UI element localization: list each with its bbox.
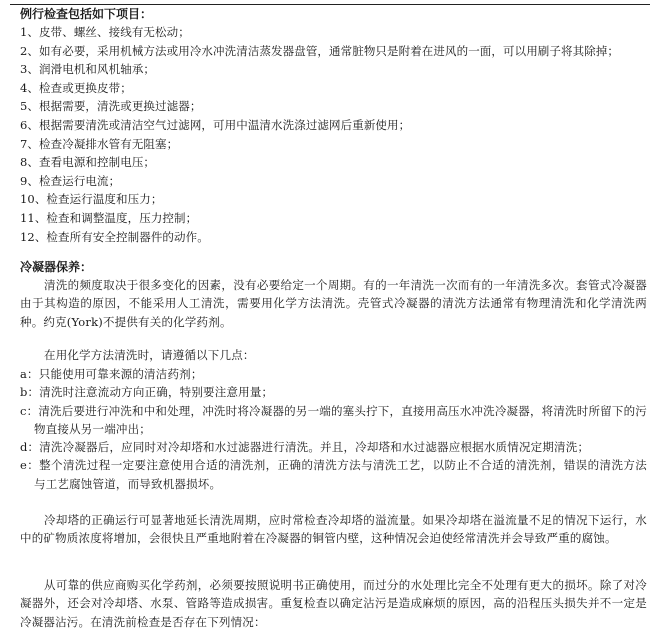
list-item: 2、如有必要，采用机械方法或用冷水冲洗清洁蒸发器盘管，通常脏物只是附着在进风的一面，可以用刷子将其除掉； bbox=[20, 43, 620, 58]
routine-inspection-heading: 例行检查包括如下项目： bbox=[20, 7, 153, 21]
list-item: d：清洗冷凝器后，应同时对冷却塔和水过滤器进行清洗。并且，冷却塔和水过滤器应根据水质情况定期清洗； bbox=[20, 440, 590, 455]
list-item: 8、查看电源和控制电压； bbox=[20, 155, 156, 170]
list-item: e：整个清洗过程一定要注意使用合适的清洗剂，正确的清洗方法与清洗工艺，以防止不合适的清洗剂，错误的清洗方法与工艺腐蚀管道，而导致机器损坏。 bbox=[20, 458, 647, 491]
list-item: c：清洗后要进行冲洗和中和处理，冲洗时将冷凝器的另一端的塞头拧下，直接用高压水冲洗冷凝器，将清洗时所留下的污物直接从另一端冲出； bbox=[20, 403, 647, 436]
list-item: 12、检查所有安全控制器件的动作。 bbox=[20, 229, 209, 244]
list-item: 9、检查运行电流； bbox=[20, 173, 121, 188]
list-item: 6、根据需要清洗或清洁空气过滤网，可用中温清水洗涤过滤网后重新使用； bbox=[20, 117, 411, 132]
cooling-tower-paragraph: 冷却塔的正确运行可显著地延长清洗周期，应时常检查冷却塔的溢流量。如果冷却塔在溢流量不足的情况下运行，水中的矿物质浓度将增加，会很快且严重地附着在冷凝器的铜管内壁，这种情况会迫使经常清洗并会导致严重的腐蚀。 bbox=[20, 513, 647, 546]
list-item: 4、检查或更换皮带； bbox=[20, 80, 132, 95]
list-item: 11、检查和调整温度，压力控制； bbox=[20, 210, 198, 225]
list-item: a：只能使用可靠来源的清洁药剂； bbox=[20, 367, 203, 381]
list-item: 10、检查运行温度和压力； bbox=[20, 192, 163, 207]
chemical-cleaning-intro: 在用化学方法清洗时，请遵循以下几点： bbox=[44, 348, 255, 362]
list-item: 3、润滑电机和风机轴承； bbox=[20, 62, 156, 77]
list-item: 1、皮带、螺丝、接线有无松动； bbox=[20, 25, 190, 39]
cleaning-frequency-paragraph: 清洗的频度取决于很多变化的因素，没有必要给定一个周期。有的一年清洗一次而有的一年清洗多次。套管式冷凝器由于其构造的原因，不能采用人工清洗，需要用化学方法清洗。壳管式冷凝器的清洗方法通常有物理清洗和化学清洗两种。约克(York)不提供有关的化学药剂。 bbox=[20, 278, 647, 329]
list-item: 5、根据需要，清洗或更换过滤器； bbox=[20, 99, 202, 114]
top-divider bbox=[10, 4, 650, 5]
chemical-cleaning-rules-list bbox=[20, 365, 647, 493]
list-item: 7、检查冷凝排水管有无阻塞； bbox=[20, 136, 179, 151]
condenser-maintenance-heading: 冷凝器保养： bbox=[20, 260, 93, 274]
chemical-supplier-paragraph: 从可靠的供应商购买化学药剂，必须要按照说明书正确使用，而过分的水处理比完全不处理有更大的损坏。除了对冷凝器外，还会对冷却塔、水泵、管路等造成损害。重复检查以确定沾污是造成麻烦的原因，高的沿程压头损失并不一定是冷凝器沾污。在清洗前检查是否存在下列情况： bbox=[20, 578, 647, 629]
routine-inspection-list bbox=[20, 23, 619, 246]
list-item: b：清洗时注意流动方向正确，特别要注意用量； bbox=[20, 385, 274, 400]
